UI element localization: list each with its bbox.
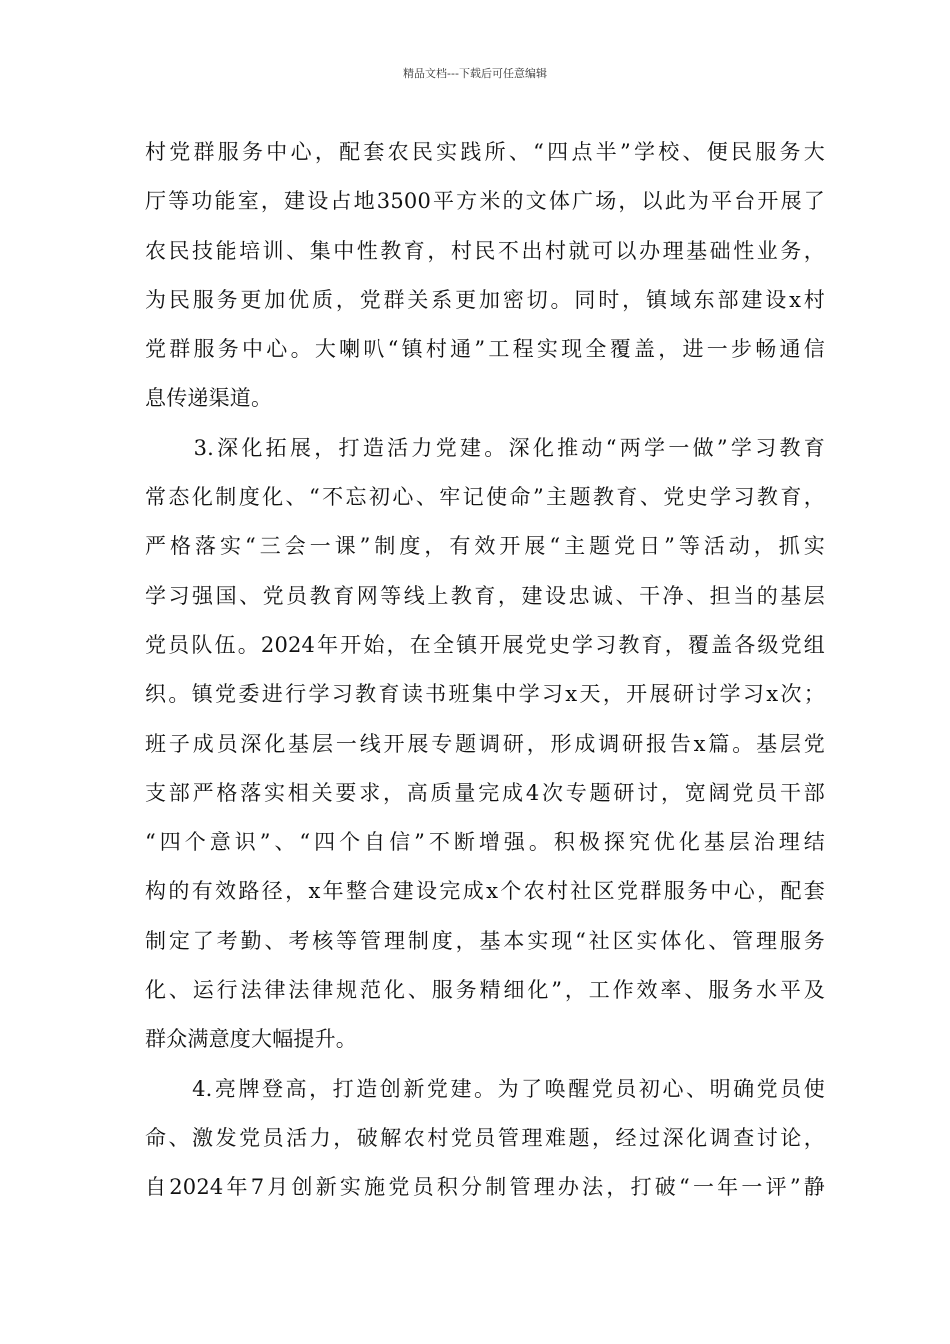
text-line: 构的有效路径，x年整合建设完成x个农村社区党群服务中心，配套 xyxy=(145,879,825,904)
text-line: 常态化制度化、“不忘初心、牢记使命”主题教育、党史学习教育， xyxy=(145,485,825,510)
text-line: 命、激发党员活力，破解农村党员管理难题，经过深化调查讨论， xyxy=(145,1125,825,1150)
text-line: 严格落实“三会一课”制度，有效开展“主题党日”等活动，抓实 xyxy=(145,534,825,559)
text-line: 3.深化拓展，打造活力党建。深化推动“两学一做”学习教育 xyxy=(145,435,825,460)
text-line: 党群服务中心。大喇叭“镇村通”工程实现全覆盖，进一步畅通信 xyxy=(145,337,825,362)
text-line: 班子成员深化基层一线开展专题调研，形成调研报告x篇。基层党 xyxy=(145,731,825,756)
text-line: “四个意识”、“四个自信”不断增强。积极探究优化基层治理结 xyxy=(145,830,825,855)
document-body xyxy=(145,128,825,1213)
text-line: 村党群服务中心，配套农民实践所、“四点半”学校、便民服务大 xyxy=(145,140,825,164)
text-line: 农民技能培训、集中性教育，村民不出村就可以办理基础性业务， xyxy=(145,238,825,263)
text-line: 党员队伍。2024年开始，在全镇开展党史学习教育，覆盖各级党组 xyxy=(145,632,825,657)
text-line: 学习强国、党员教育网等线上教育，建设忠诚、干净、担当的基层 xyxy=(145,583,825,608)
text-line: 化、运行法律法律规范化、服务精细化”，工作效率、服务水平及 xyxy=(145,978,825,1003)
text-line: 息传递渠道。 xyxy=(145,386,273,411)
text-line: 厅等功能室，建设占地3500平方米的文体广场，以此为平台开展了 xyxy=(145,189,825,214)
text-line: 4.亮牌登高，打造创新党建。为了唤醒党员初心、明确党员使 xyxy=(145,1076,825,1101)
text-line: 织。镇党委进行学习教育读书班集中学习x天，开展研讨学习x次； xyxy=(145,682,825,707)
text-line: 群众满意度大幅提升。 xyxy=(145,1027,357,1052)
text-line: 支部严格落实相关要求，高质量完成4次专题研讨，宽阔党员干部 xyxy=(145,780,825,805)
text-line: 为民服务更加优质，党群关系更加密切。同时，镇域东部建设x村 xyxy=(145,287,825,312)
text-line: 自2024年7月创新实施党员积分制管理办法，打破“一年一评”静 xyxy=(145,1175,825,1200)
page-header: 精品文档---下载后可任意编辑 xyxy=(403,67,547,80)
text-line: 制定了考勤、考核等管理制度，基本实现“社区实体化、管理服务 xyxy=(145,928,825,953)
